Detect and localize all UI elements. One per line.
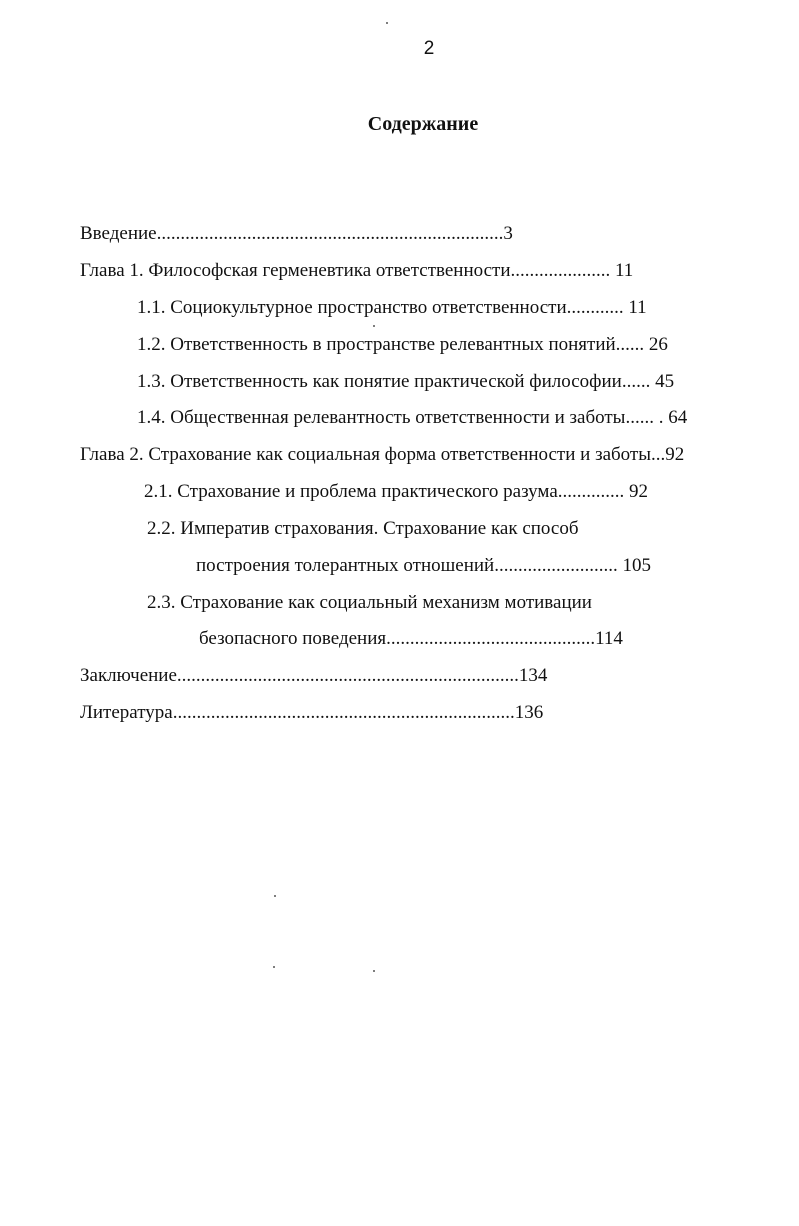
toc-entry-1-4[interactable]: 1.4. Общественная релевантность ответственности и заботы...... . 64 bbox=[137, 407, 688, 428]
scan-artifact bbox=[373, 970, 375, 972]
toc-entry-1-3[interactable]: 1.3. Ответственность как понятие практической философии...... 45 bbox=[137, 371, 675, 392]
toc-entry-2-3[interactable]: 2.3. Страхование как социальный механизм мотивации bbox=[147, 592, 592, 613]
toc-entry-2-2[interactable]: 2.2. Императив страхования. Страхование как способ bbox=[147, 518, 579, 539]
toc-entry-2-3-continued[interactable]: безопасного поведения............................................114 bbox=[199, 628, 623, 649]
scan-artifact bbox=[274, 895, 276, 897]
toc-entry-2-2-continued[interactable]: построения толерантных отношений.......................... 105 bbox=[196, 555, 651, 576]
page-number: 2 bbox=[423, 38, 435, 59]
scan-artifact bbox=[373, 325, 375, 327]
toc-entry-chapter-2[interactable]: Глава 2. Страхование как социальная форма ответственности и заботы...92 bbox=[80, 444, 685, 465]
scan-artifact bbox=[273, 966, 275, 968]
toc-entry-1-2[interactable]: 1.2. Ответственность в пространстве релевантных понятий...... 26 bbox=[137, 334, 668, 355]
page-title: Содержание bbox=[367, 113, 479, 135]
toc-entry-references[interactable]: Литература........................................................................136 bbox=[80, 702, 544, 723]
scan-artifact bbox=[386, 22, 388, 24]
toc-entry-chapter-1[interactable]: Глава 1. Философская герменевтика ответственности..................... 11 bbox=[80, 260, 634, 281]
toc-entry-conclusion[interactable]: Заключение........................................................................134 bbox=[80, 665, 548, 686]
toc-entry-1-1[interactable]: 1.1. Социокультурное пространство ответственности............ 11 bbox=[137, 297, 647, 318]
toc-entry-introduction[interactable]: Введение.........................................................................3 bbox=[80, 223, 513, 244]
toc-entry-2-1[interactable]: 2.1. Страхование и проблема практического разума.............. 92 bbox=[144, 481, 649, 502]
